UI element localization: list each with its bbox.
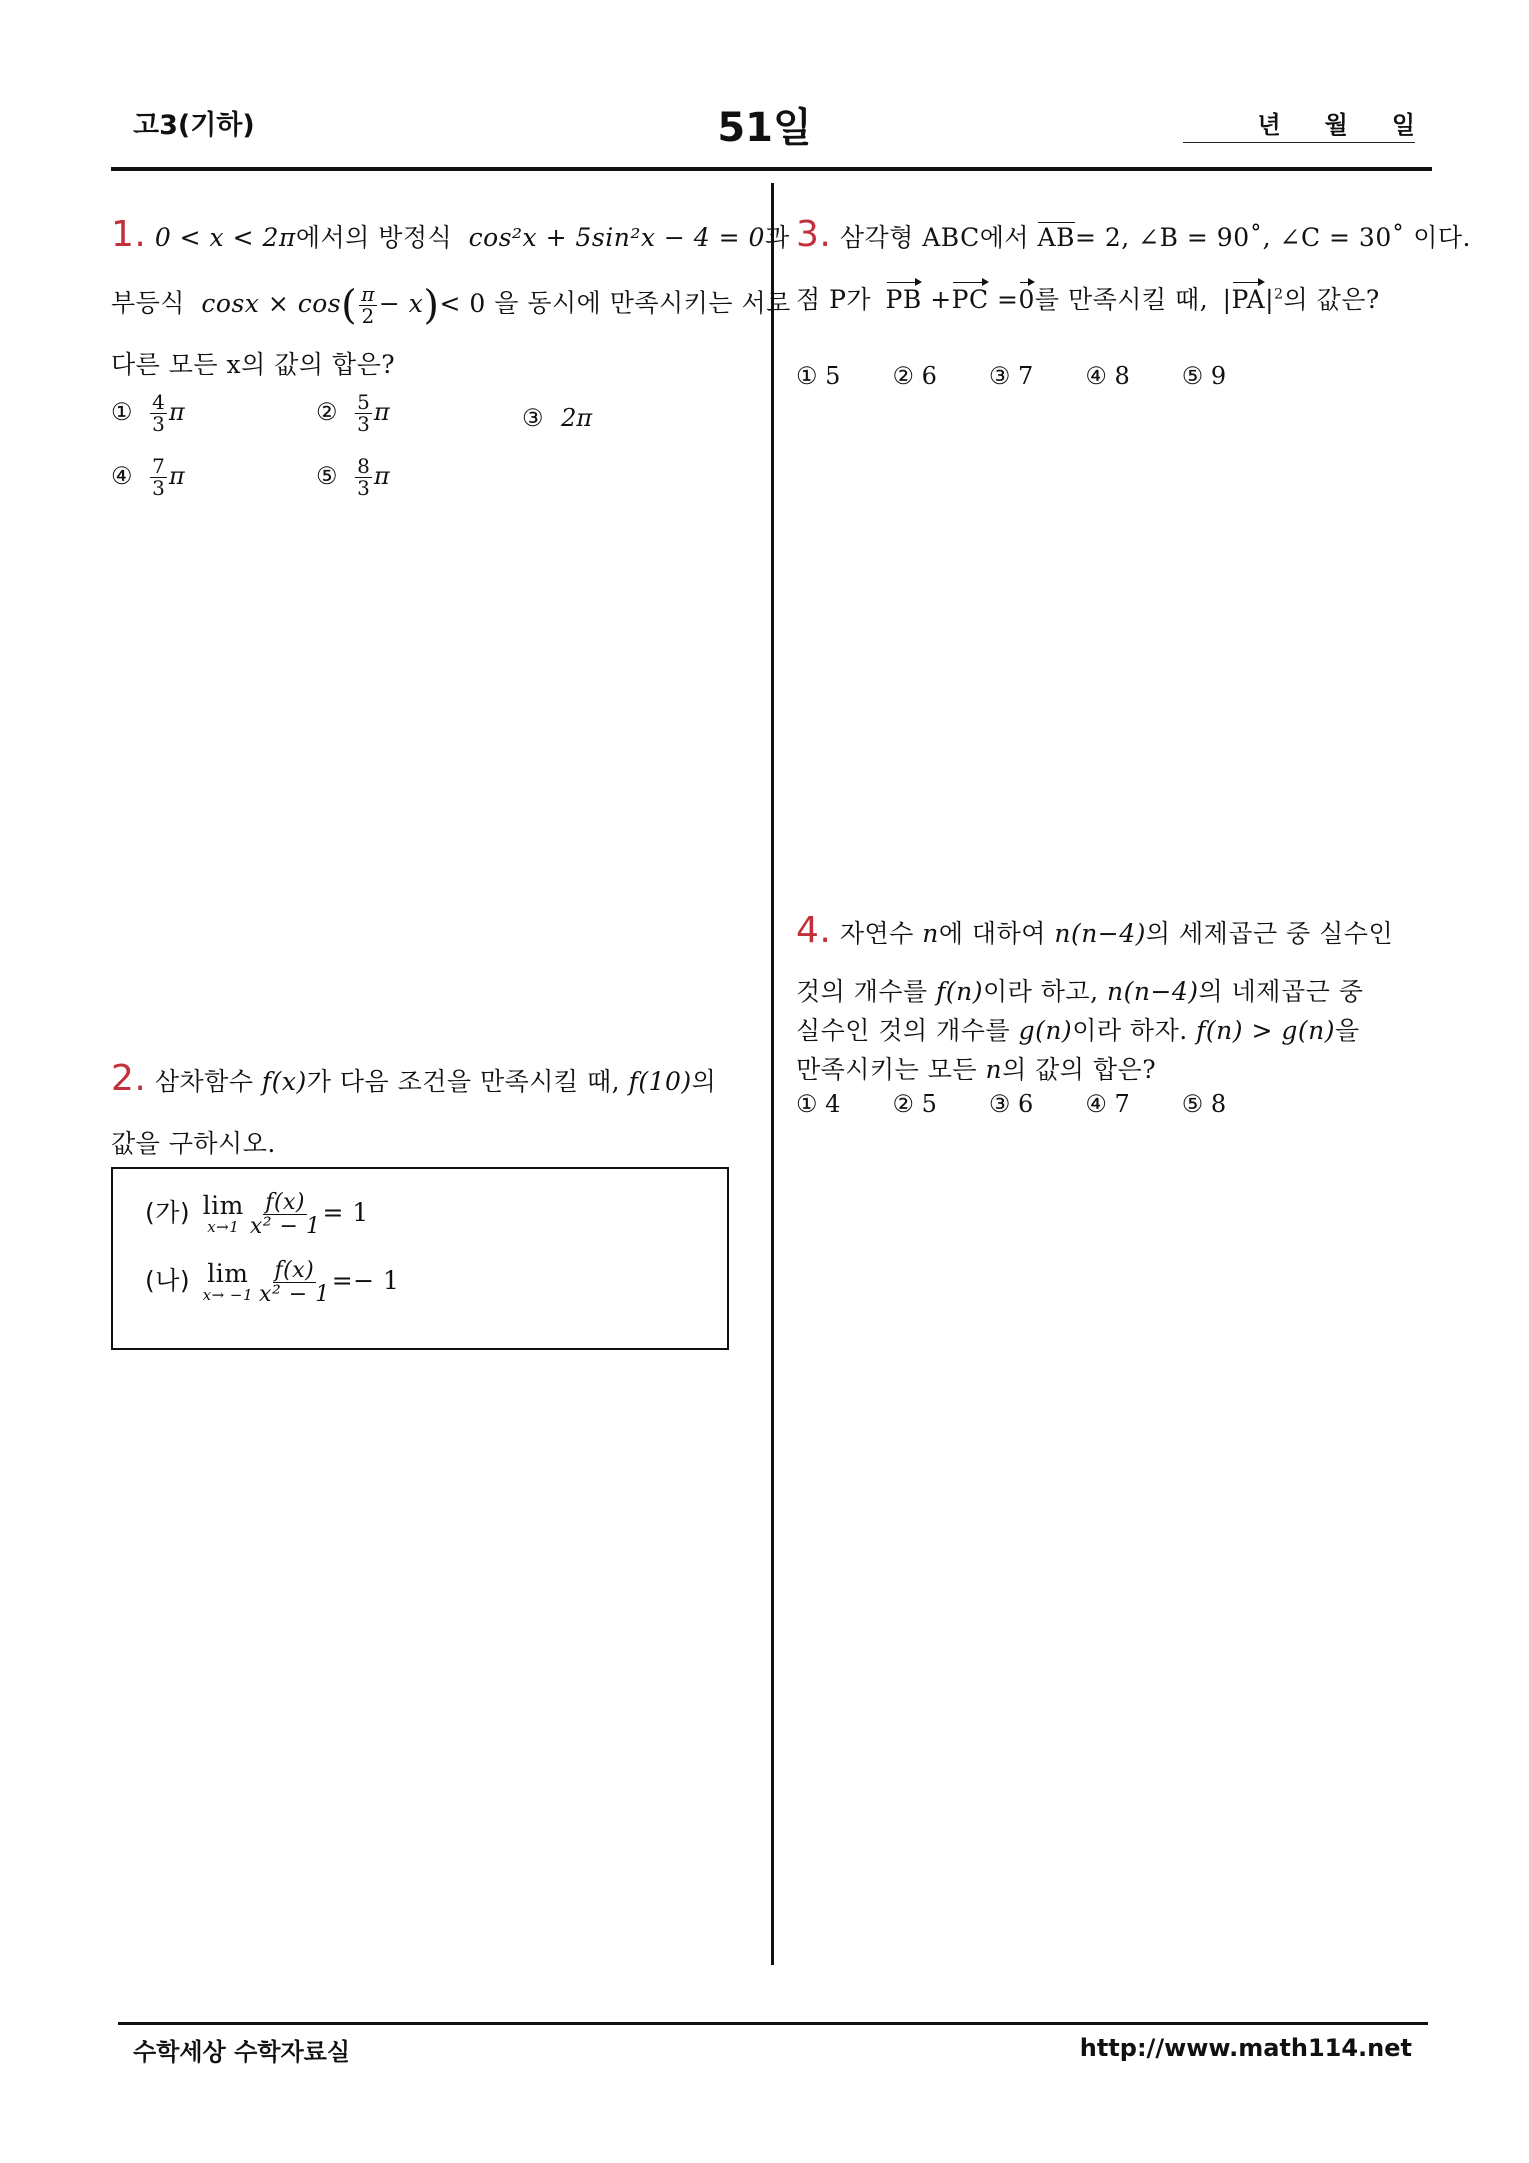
q3-vector-pc: PC — [951, 285, 989, 314]
lim-word: lim — [207, 1259, 249, 1289]
q3-text: 삼각형 — [839, 223, 914, 252]
q2-text: 가 다음 조건을 만족시킬 때, — [306, 1067, 621, 1096]
q3-text: 점 P가 — [796, 285, 872, 314]
choice-den: 3 — [152, 412, 165, 436]
q4-text: 이라 하자. — [1072, 1016, 1188, 1045]
q4-choices — [796, 1090, 1226, 1118]
q1-text: 부등식 — [111, 288, 185, 318]
q1-text: 에서의 방정식 — [295, 223, 453, 252]
choice-unit: π — [168, 398, 185, 426]
q1-lt-zero: < 0 — [439, 288, 486, 318]
condition-a — [145, 1191, 369, 1238]
q4-choice-3[interactable]: ③ 6 — [988, 1090, 1034, 1118]
footer-rule — [118, 2022, 1428, 2025]
choice-num: 5 — [357, 390, 370, 414]
q1-line2 — [111, 282, 791, 328]
date-month: 월 — [1324, 111, 1348, 139]
q1-choice-4[interactable] — [111, 456, 185, 499]
question-2 — [111, 1058, 716, 1099]
rhs: = 1 — [322, 1198, 369, 1228]
q2-fx: f(x) — [261, 1067, 307, 1096]
q3-conditions: = 2, ∠B = 90˚, ∠C = 30˚ — [1074, 223, 1405, 252]
q4-choice-5[interactable]: ⑤ 8 — [1181, 1090, 1227, 1118]
frac-den: x² − 1 — [259, 1282, 330, 1308]
q1-line3: 다른 모든 x의 값의 합은? — [111, 350, 396, 379]
q1-interval: 0 < x < 2π — [154, 223, 296, 252]
grade-label: 고3(기하) — [133, 110, 255, 141]
q4-inequality: f(n) > g(n) — [1196, 1016, 1335, 1045]
q3-segment-ab: AB — [1037, 223, 1075, 252]
question-number: 2. — [111, 1058, 147, 1099]
q1-cos-term: cosx × cos — [201, 288, 342, 318]
choice-value: 2π — [561, 404, 593, 432]
choice-mark: ④ — [111, 462, 133, 490]
lim-sub: x→ −1 — [202, 1286, 254, 1305]
q3-line2: 점 P가 PB +PC =0를 만족시킬 때, $|PA|^2$의 값은? — [796, 285, 1380, 314]
q1-frac-num: π — [361, 281, 375, 306]
choice-den: 3 — [357, 476, 370, 500]
q2-line2: 값을 구하시오. — [111, 1129, 276, 1158]
q3-choice-4[interactable]: ④ 8 — [1085, 362, 1130, 390]
choice-mark: ① — [111, 398, 133, 426]
rhs: =− 1 — [331, 1266, 400, 1296]
q3-plus: + — [930, 285, 952, 314]
q3-text: 이다. — [1413, 223, 1471, 252]
choice-mark: ② — [316, 398, 338, 426]
choice-den: 3 — [357, 412, 370, 436]
choice-unit: π — [168, 462, 185, 490]
question-number: 4. — [796, 910, 832, 951]
condition-label: (가) — [145, 1198, 191, 1228]
condition-label: (나) — [145, 1266, 191, 1296]
q3-text: 에서 — [979, 223, 1030, 252]
choice-num: 4 — [152, 390, 165, 414]
q1-fraction — [359, 281, 377, 328]
q1-choice-2[interactable] — [316, 392, 390, 435]
footer-url[interactable]: http://www.math114.net — [1079, 2034, 1412, 2062]
date-field — [1183, 105, 1415, 143]
q3-text: 의 값은? — [1283, 285, 1380, 314]
footer-source: 수학세상 수학자료실 — [133, 2038, 351, 2066]
q1-inequality: cosx × cos( $\frac{\pi}{2}$ − x)< 0 — [201, 281, 486, 328]
frac-num: f(x) — [265, 1190, 306, 1215]
q4-text: 을 — [1334, 1016, 1360, 1045]
q4-n: n — [922, 919, 939, 948]
q3-triangle: ABC — [922, 223, 980, 252]
q4-text: 것의 개수를 — [796, 977, 928, 1006]
question-1 — [111, 214, 790, 258]
q4-text: 의 세제곱근 중 실수인 — [1145, 919, 1394, 948]
q3-choice-2[interactable]: ② 6 — [892, 362, 937, 390]
q4-gn: g(n) — [1018, 1016, 1073, 1045]
q3-equals: = — [997, 285, 1019, 314]
q1-frac-den: 2 — [361, 303, 375, 328]
page-title: 51일 — [717, 105, 812, 151]
q4-text: 의 값의 합은? — [1002, 1055, 1157, 1084]
choice-num: 8 — [357, 454, 370, 478]
question-3 — [796, 214, 1471, 255]
q4-text: 이라 하고, — [983, 977, 1099, 1006]
q3-choices — [796, 362, 1226, 390]
lim-word: lim — [202, 1191, 244, 1221]
frac-den: x² − 1 — [249, 1214, 321, 1240]
question-number: 1. — [111, 214, 147, 255]
q2-f10: f(10) — [628, 1067, 692, 1096]
q4-choice-4[interactable]: ④ 7 — [1085, 1090, 1130, 1118]
condition-box — [111, 1167, 729, 1350]
q1-text: 과 — [764, 223, 790, 252]
q3-zero-vector: 0 — [1018, 285, 1035, 314]
q4-n: n — [985, 1055, 1003, 1084]
q4-text: 자연수 — [839, 919, 914, 948]
question-number: 3. — [796, 214, 832, 255]
q4-line3 — [796, 1011, 1360, 1047]
q3-choice-1[interactable]: ① 5 — [796, 362, 841, 390]
q1-equation: cos²x + 5sin²x − 4 = 0 — [468, 223, 765, 252]
q1-minus-x: − x — [378, 288, 424, 318]
q1-text: 을 동시에 만족시키는 서로 — [494, 288, 791, 318]
q4-expr: n(n−4) — [1054, 919, 1146, 948]
q4-text: 실수인 것의 개수를 — [796, 1016, 1011, 1045]
lim-sub: x→1 — [207, 1218, 240, 1237]
q4-fn: f(n) — [936, 977, 984, 1006]
frac-num: f(x) — [274, 1258, 315, 1283]
date-year: 년 — [1257, 111, 1281, 139]
q4-text: 의 네제곱근 중 — [1198, 977, 1364, 1006]
q1-choice-3[interactable] — [522, 404, 592, 432]
q3-vector-pa: PA — [1231, 285, 1266, 314]
choice-den: 3 — [152, 476, 165, 500]
q1-choice-5[interactable] — [316, 456, 390, 499]
question-4 — [796, 910, 1393, 951]
q4-text: 만족시키는 모든 — [796, 1055, 977, 1084]
header-rule — [111, 167, 1432, 171]
choice-mark: ⑤ — [316, 462, 338, 490]
q2-text: 삼차함수 — [154, 1067, 254, 1096]
date-day: 일 — [1391, 111, 1415, 139]
choice-num: 7 — [152, 454, 165, 478]
condition-b — [145, 1259, 399, 1306]
q3-vector-pb: PB — [885, 285, 922, 314]
q4-line4 — [796, 1050, 1156, 1086]
q4-line2 — [796, 972, 1363, 1008]
choice-unit: π — [373, 462, 390, 490]
q4-expr: n(n−4) — [1106, 977, 1199, 1006]
choice-mark: ③ — [522, 404, 544, 432]
q3-choice-5[interactable]: ⑤ 9 — [1181, 362, 1227, 390]
column-divider — [771, 183, 774, 1965]
q4-text: 에 대하여 — [938, 919, 1046, 948]
choice-unit: π — [373, 398, 390, 426]
q1-choice-1[interactable] — [111, 392, 185, 435]
q4-choice-2[interactable]: ② 5 — [892, 1090, 937, 1118]
q3-choice-3[interactable]: ③ 7 — [988, 362, 1034, 390]
q3-text: 를 만족시킬 때, — [1034, 285, 1209, 314]
q2-text: 의 — [691, 1067, 717, 1096]
q4-choice-1[interactable]: ① 4 — [796, 1090, 841, 1118]
